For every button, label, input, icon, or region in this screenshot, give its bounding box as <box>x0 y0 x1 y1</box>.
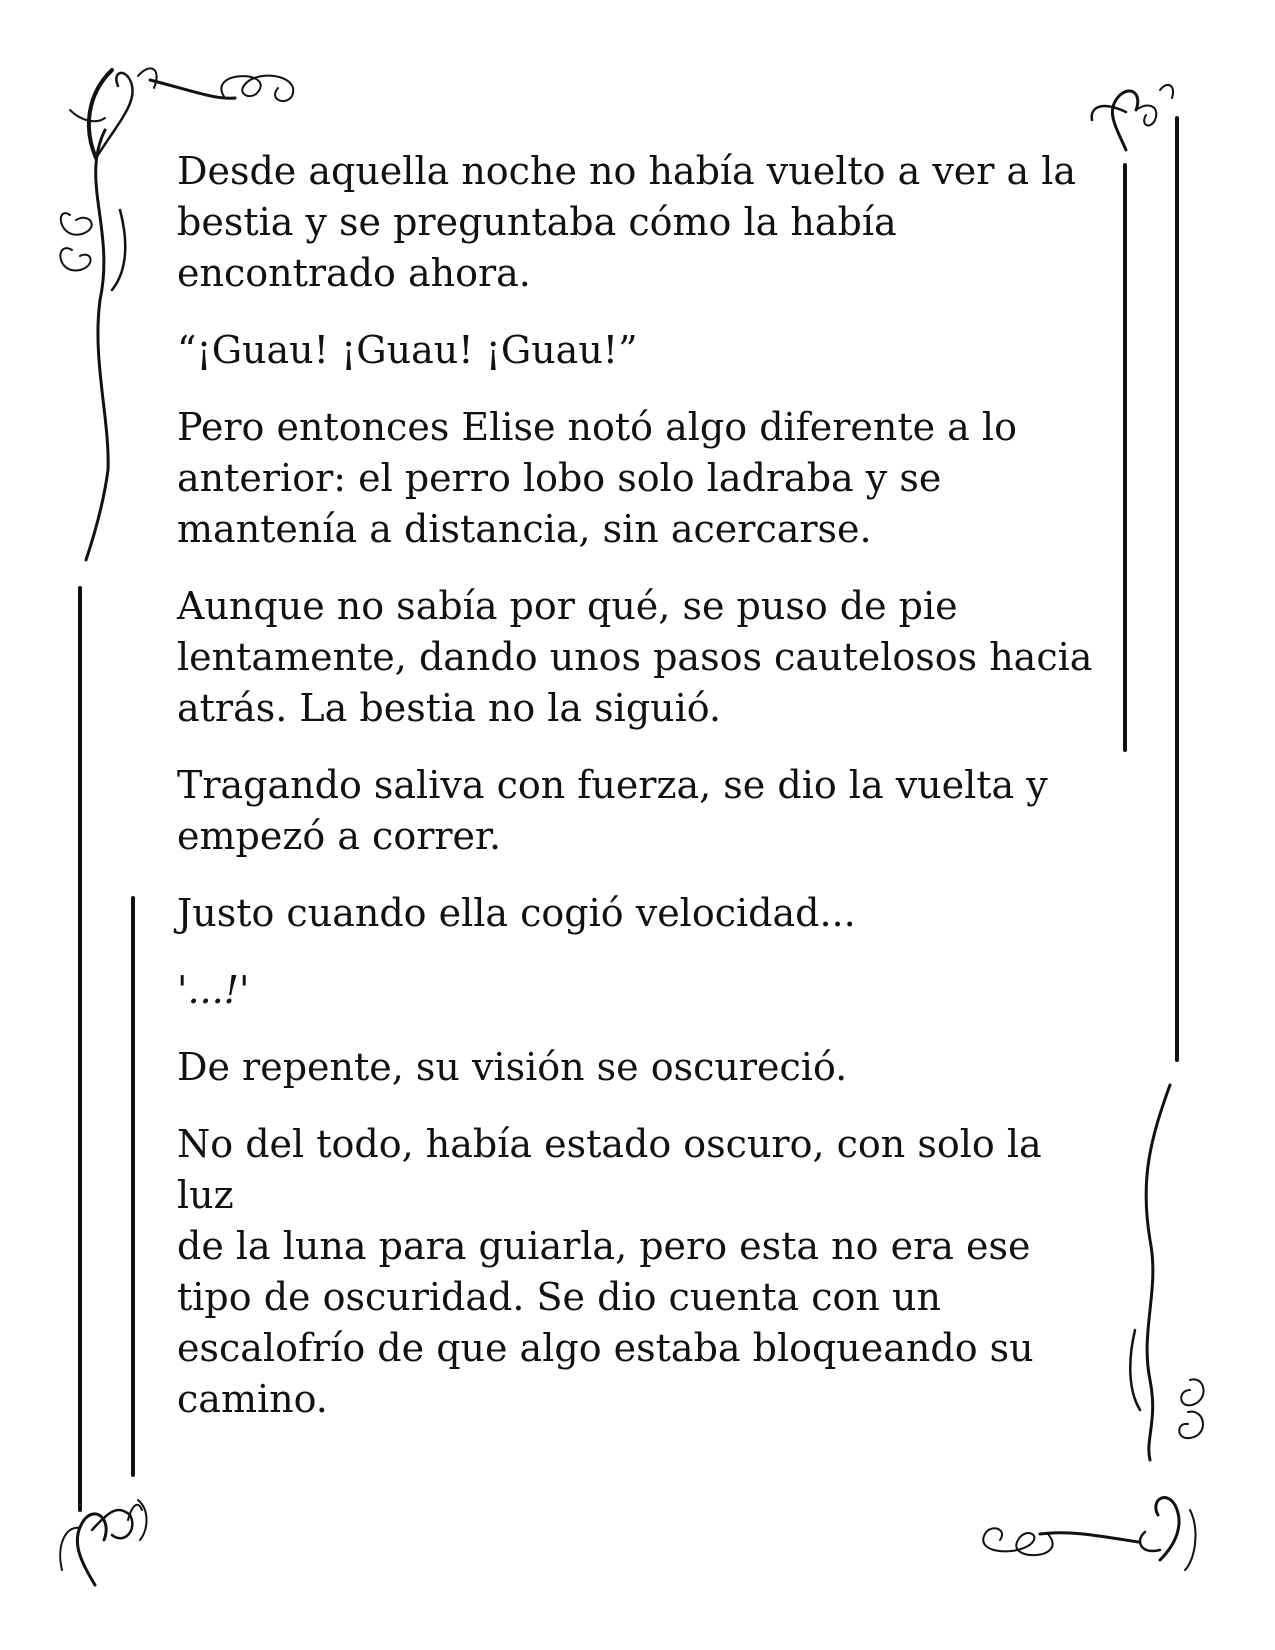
paragraph: De repente, su visión se oscureció. <box>177 1045 848 1089</box>
paragraph: Aunque no sabía por qué, se puso de pie lentamente, dando unos pasos cautelosos hacia atrás. La bestia no la siguió. <box>177 584 1093 730</box>
paragraph: “¡Guau! ¡Guau! ¡Guau!” <box>177 328 638 372</box>
paragraph: Tragando saliva con fuerza, se dio la vuelta y empezó a correr. <box>177 763 1048 858</box>
paragraph-thought: '...!' <box>177 968 250 1012</box>
top-right-flourish <box>1092 85 1173 150</box>
bottom-left-flourish <box>60 1500 146 1585</box>
paragraph: No del todo, había estado oscuro, con solo la luz de la luna para guiarla, pero esta no era ese tipo de oscuridad. Se dio cuenta con un escalofrío de que algo estaba bloqueando su camino. <box>177 1122 1042 1421</box>
paragraph: Pero entonces Elise notó algo diferente a lo anterior: el perro lobo solo ladraba y se mantenía a distancia, sin acercarse. <box>177 405 1017 551</box>
story-text <box>177 146 1107 1451</box>
paragraph: Justo cuando ella cogió velocidad... <box>177 891 856 935</box>
paragraph: Desde aquella noche no había vuelto a ver a la bestia y se preguntaba cómo la había encontrado ahora. <box>177 149 1077 295</box>
